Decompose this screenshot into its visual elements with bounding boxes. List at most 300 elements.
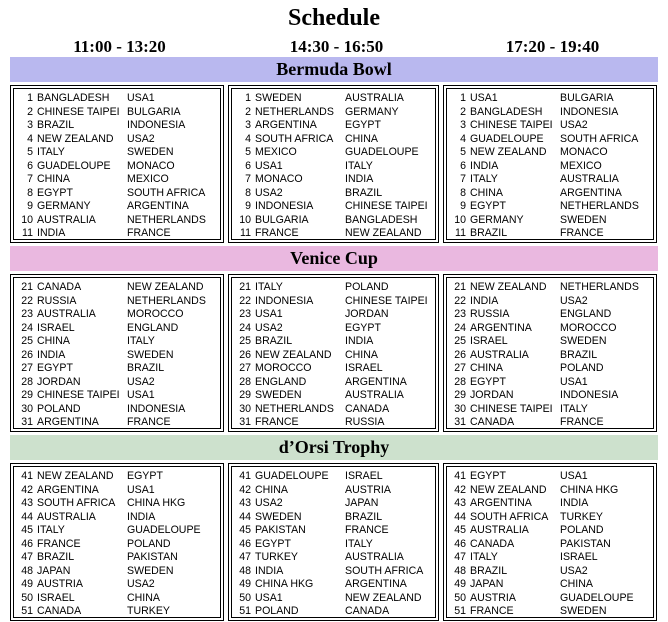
away-team: MOROCCO [127,308,184,320]
home-team: ARGENTINA [37,416,99,428]
table-number: 41 [454,470,466,482]
home-team: NEW ZEALAND [37,470,114,482]
home-team: INDIA [37,227,66,239]
table-number: 29 [21,389,33,401]
home-team: NETHERLANDS [255,105,334,118]
away-team: EGYPT [127,470,163,482]
home-team: USA2 [255,321,283,334]
table-number: 45 [21,524,33,536]
home-team: RUSSIA [470,308,510,320]
home-team: GUADELOUPE [37,159,111,172]
table-number: 42 [239,483,251,496]
home-team: CHINESE TAIPEI [470,402,553,415]
home-team: GUADELOUPE [470,132,544,145]
home-team: NEW ZEALAND [255,348,332,361]
away-team: INDONESIA [560,105,619,118]
away-team: INDIA [560,497,589,509]
away-team: SWEDEN [560,605,607,617]
table-number: 24 [239,321,251,334]
home-team: BRAZIL [37,119,75,131]
table-number: 11 [240,227,251,239]
table-number: 41 [239,470,251,482]
table-number: 25 [454,335,466,347]
table-number: 28 [21,375,33,388]
home-team: FRANCE [255,416,299,428]
home-team: SWEDEN [255,389,302,401]
home-team: EGYPT [37,186,73,199]
home-team: SOUTH AFRICA [255,132,334,145]
table-number: 4 [460,132,466,145]
page-title: Schedule [287,5,380,31]
table-number: 31 [21,416,33,428]
home-team: BRAZIL [37,551,75,563]
home-team: PAKISTAN [255,524,306,536]
home-team: BULGARIA [255,213,309,226]
table-number: 6 [27,159,33,172]
away-team: USA2 [560,564,588,577]
home-team: CHINA [37,335,70,347]
home-team: EGYPT [470,375,506,388]
home-team: MEXICO [255,146,297,158]
away-team: FRANCE [127,227,171,239]
home-team: BRAZIL [470,227,508,239]
table-number: 28 [239,375,251,388]
table-number: 23 [239,308,251,320]
session-time-3: 17:20 - 19:40 [505,37,600,56]
away-team: NEW ZEALAND [127,281,204,293]
away-team: BULGARIA [560,92,614,104]
away-team: NETHERLANDS [127,213,206,226]
away-team: INDONESIA [127,402,186,415]
home-team: CHINESE TAIPEI [37,105,120,118]
away-team: AUSTRALIA [345,92,404,104]
away-team: USA2 [127,132,155,145]
table-number: 43 [454,497,466,509]
away-team: MEXICO [560,159,602,172]
home-team: USA1 [255,591,283,604]
table-number: 43 [239,497,251,509]
table-number: 50 [239,591,251,604]
home-team: POLAND [37,402,81,415]
home-team: CANADA [37,605,82,617]
table-number: 44 [21,510,33,523]
table-number: 51 [21,605,33,617]
home-team: POLAND [255,605,299,617]
away-team: NEW ZEALAND [345,591,422,604]
table-number: 27 [21,362,33,374]
session-time-2: 14:30 - 16:50 [289,37,384,56]
home-team: FRANCE [470,605,514,617]
away-team: SOUTH AFRICA [560,132,639,145]
home-team: INDONESIA [255,200,314,212]
home-team: CANADA [470,537,515,550]
table-number: 41 [21,470,33,482]
dorsi-trophy-session-1-box [10,463,224,621]
home-team: ISRAEL [37,321,75,334]
table-number: 2 [245,105,251,118]
away-team: ARGENTINA [345,375,407,388]
table-number: 51 [454,605,466,617]
table-number: 1 [460,92,466,104]
table-number: 11 [22,227,33,239]
dorsi-trophy-session-3-box [443,463,657,621]
away-team: SOUTH AFRICA [345,564,424,577]
away-team: ENGLAND [127,321,179,334]
home-team: TURKEY [255,551,298,563]
table-number: 31 [239,416,251,428]
away-team: USA1 [560,470,588,482]
table-number: 7 [460,173,466,185]
home-team: EGYPT [37,362,73,374]
session-box-inner [13,277,221,429]
home-team: GERMANY [37,200,91,212]
home-team: AUSTRALIA [470,348,529,361]
home-team: EGYPT [255,537,291,550]
away-team: FRANCE [560,227,604,239]
table-number: 51 [239,605,251,617]
table-number: 22 [21,294,33,307]
home-team: USA1 [255,308,283,320]
session-box-inner [13,466,221,618]
home-team: ARGENTINA [470,497,532,509]
venice-cup-session-2-box [228,274,439,432]
home-team: INDIA [255,564,284,577]
table-number: 50 [21,591,33,604]
away-team: USA1 [560,375,588,388]
home-team: SWEDEN [255,510,302,523]
session-box-inner [446,88,654,240]
home-team: AUSTRALIA [470,524,529,536]
home-team: USA1 [470,92,498,104]
home-team: NETHERLANDS [255,402,334,415]
away-team: ISRAEL [345,362,383,374]
home-team: JAPAN [37,564,71,577]
home-team: JORDAN [37,375,81,388]
session-box-inner [231,466,436,618]
home-team: NEW ZEALAND [37,132,114,145]
home-team: BRAZIL [255,335,293,347]
table-number: 48 [21,564,33,577]
home-team: CHINA [37,173,70,185]
away-team: INDIA [127,510,156,523]
home-team: AUSTRIA [470,591,516,604]
away-team: INDONESIA [560,389,619,401]
table-number: 27 [454,362,466,374]
table-number: 1 [27,92,33,104]
home-team: JAPAN [470,578,504,590]
away-team: AUSTRALIA [560,173,619,185]
away-team: ARGENTINA [345,578,407,590]
away-team: ARGENTINA [560,186,622,199]
table-number: 9 [27,200,33,212]
table-number: 8 [460,186,466,199]
away-team: SOUTH AFRICA [127,186,206,199]
home-team: MOROCCO [255,362,312,374]
table-number: 49 [454,578,466,590]
home-team: INDIA [37,348,66,361]
session-box-inner [446,277,654,429]
session-times [0,37,668,57]
away-team: USA2 [560,294,588,307]
table-number: 9 [460,200,466,212]
table-number: 45 [239,524,251,536]
away-team: ISRAEL [560,551,598,563]
table-number: 22 [454,294,466,307]
away-team: ISRAEL [345,470,383,482]
session-box-inner [446,466,654,618]
away-team: MONACO [560,146,608,158]
away-team: BRAZIL [560,348,598,361]
away-team: CHINA [560,578,593,590]
away-team: ITALY [127,335,155,347]
table-number: 11 [455,227,466,239]
table-number: 21 [239,281,251,293]
home-team: USA1 [255,159,283,172]
table-number: 5 [27,146,33,158]
away-team: TURKEY [560,510,603,523]
home-team: CHINA [470,362,503,374]
away-team: AUSTRALIA [345,551,404,563]
home-team: CANADA [470,416,515,428]
away-team: ITALY [560,402,588,415]
session-time-1: 11:00 - 13:20 [73,37,166,56]
away-team: SWEDEN [127,146,174,158]
table-number: 27 [239,362,251,374]
away-team: BRAZIL [127,362,165,374]
away-team: FRANCE [127,416,171,428]
home-team: AUSTRIA [37,578,83,590]
bermuda-bowl-banner: Bermuda Bowl [10,57,658,82]
away-team: MONACO [127,159,175,172]
table-number: 48 [239,564,251,577]
away-team: CHINA [345,348,378,361]
home-team: ARGENTINA [37,483,99,496]
away-team: INDIA [345,173,374,185]
table-number: 2 [460,105,466,118]
home-team: INDIA [470,159,499,172]
table-number: 4 [245,132,251,145]
table-number: 8 [27,186,33,199]
home-team: MONACO [255,173,303,185]
table-number: 30 [239,402,251,415]
home-team: ITALY [470,173,498,185]
away-team: BRAZIL [345,186,383,199]
table-number: 24 [454,321,466,334]
away-team: USA1 [127,389,155,401]
table-number: 45 [454,524,466,536]
away-team: PAKISTAN [560,537,611,550]
table-number: 3 [27,119,33,131]
home-team: ITALY [37,146,65,158]
bermuda-bowl-session-3-box [443,85,657,243]
table-number: 1 [245,92,251,104]
away-team: RUSSIA [345,416,385,428]
table-number: 30 [21,402,33,415]
table-number: 42 [454,483,466,496]
away-team: MOROCCO [560,321,617,334]
away-team: BRAZIL [345,510,383,523]
home-team: FRANCE [255,227,299,239]
away-team: BULGARIA [127,105,181,118]
table-number: 44 [454,510,466,523]
home-team: ITALY [470,551,498,563]
away-team: CHINA HKG [127,497,186,509]
home-team: BANGLADESH [37,92,110,104]
table-number: 25 [239,335,251,347]
table-number: 31 [454,416,466,428]
table-number: 6 [245,159,251,172]
home-team: SWEDEN [255,92,302,104]
away-team: BANGLADESH [345,213,418,226]
home-team: ITALY [37,524,65,536]
away-team: AUSTRALIA [345,389,404,401]
home-team: CHINA [255,483,288,496]
session-box-inner [231,277,436,429]
session-box-inner [231,88,436,240]
home-team: GUADELOUPE [255,470,329,482]
away-team: INDONESIA [127,119,186,131]
away-team: ARGENTINA [127,200,189,212]
away-team: ITALY [345,537,373,550]
table-number: 10 [239,213,251,226]
away-team: NETHERLANDS [127,294,206,307]
away-team: ENGLAND [560,308,612,320]
away-team: JAPAN [345,497,379,509]
home-team: RUSSIA [37,294,77,307]
table-number: 21 [454,281,466,293]
home-team: ARGENTINA [470,321,532,334]
away-team: FRANCE [560,416,604,428]
home-team: CHINESE TAIPEI [470,119,553,131]
home-team: CHINA [470,186,503,199]
home-team: NEW ZEALAND [470,281,547,293]
table-number: 5 [460,146,466,158]
home-team: JORDAN [470,389,514,401]
home-team: ITALY [255,281,283,293]
home-team: EGYPT [470,470,506,482]
home-team: AUSTRALIA [37,213,96,226]
away-team: GERMANY [345,105,399,118]
table-number: 50 [454,591,466,604]
away-team: POLAND [560,362,604,374]
away-team: TURKEY [127,605,170,617]
table-number: 25 [21,335,33,347]
away-team: SWEDEN [127,564,174,577]
table-number: 26 [239,348,251,361]
away-team: SWEDEN [560,213,607,226]
away-team: USA1 [127,483,155,496]
table-number: 10 [454,213,466,226]
away-team: CHINA [127,591,160,604]
session-box-inner [13,88,221,240]
table-number: 42 [21,483,33,496]
away-team: GUADELOUPE [345,146,419,158]
home-team: GERMANY [470,213,524,226]
table-number: 29 [239,389,251,401]
table-number: 9 [245,200,251,212]
table-number: 46 [239,537,251,550]
away-team: CHINA [345,132,378,145]
home-team: AUSTRALIA [37,308,96,320]
table-number: 10 [21,213,33,226]
table-number: 28 [454,375,466,388]
home-team: INDIA [470,294,499,307]
away-team: ITALY [345,159,373,172]
away-team: USA1 [127,92,155,104]
away-team: PAKISTAN [127,551,178,563]
away-team: CANADA [345,605,390,617]
home-team: USA2 [255,186,283,199]
table-number: 23 [454,308,466,320]
table-number: 44 [239,510,251,523]
table-number: 47 [21,551,33,563]
home-team: ISRAEL [470,335,508,347]
away-team: SWEDEN [560,335,607,347]
table-number: 3 [245,119,251,131]
away-team: AUSTRIA [345,483,391,496]
home-team: NEW ZEALAND [470,483,547,496]
table-number: 7 [245,173,251,185]
away-team: FRANCE [345,524,389,536]
home-team: AUSTRALIA [37,510,96,523]
home-team: CHINA HKG [255,578,314,590]
venice-cup-banner: Venice Cup [10,246,658,271]
away-team: POLAND [560,524,604,536]
table-number: 46 [21,537,33,550]
table-number: 4 [27,132,33,145]
table-number: 43 [21,497,33,509]
away-team: CHINESE TAIPEI [345,294,428,307]
dorsi-trophy-banner: d’Orsi Trophy [10,435,658,460]
table-number: 26 [454,348,466,361]
away-team: CHINA HKG [560,483,619,496]
table-number: 48 [454,564,466,577]
away-team: GUADELOUPE [127,524,201,536]
home-team: INDONESIA [255,294,314,307]
home-team: CHINESE TAIPEI [37,389,120,401]
away-team: NEW ZEALAND [345,227,422,239]
home-team: CANADA [37,281,82,293]
table-number: 6 [460,159,466,172]
table-number: 2 [27,105,33,118]
home-team: FRANCE [37,537,81,550]
table-number: 46 [454,537,466,550]
home-team: USA2 [255,497,283,509]
away-team: EGYPT [345,119,381,131]
home-team: ENGLAND [255,375,307,388]
table-number: 47 [239,551,251,563]
away-team: NETHERLANDS [560,200,639,212]
away-team: INDIA [345,335,374,347]
table-number: 3 [460,119,466,131]
home-team: SOUTH AFRICA [37,497,116,509]
table-number: 8 [245,186,251,199]
venice-cup-session-3-box [443,274,657,432]
home-team: BRAZIL [470,564,508,577]
table-number: 29 [454,389,466,401]
table-number: 7 [27,173,33,185]
table-number: 26 [21,348,33,361]
away-team: CHINESE TAIPEI [345,200,428,212]
home-team: ISRAEL [37,591,75,604]
home-team: EGYPT [470,200,506,212]
venice-cup-session-1-box [10,274,224,432]
table-number: 47 [454,551,466,563]
bermuda-bowl-session-2-box [228,85,439,243]
away-team: SWEDEN [127,348,174,361]
away-team: CANADA [345,402,390,415]
table-number: 5 [245,146,251,158]
